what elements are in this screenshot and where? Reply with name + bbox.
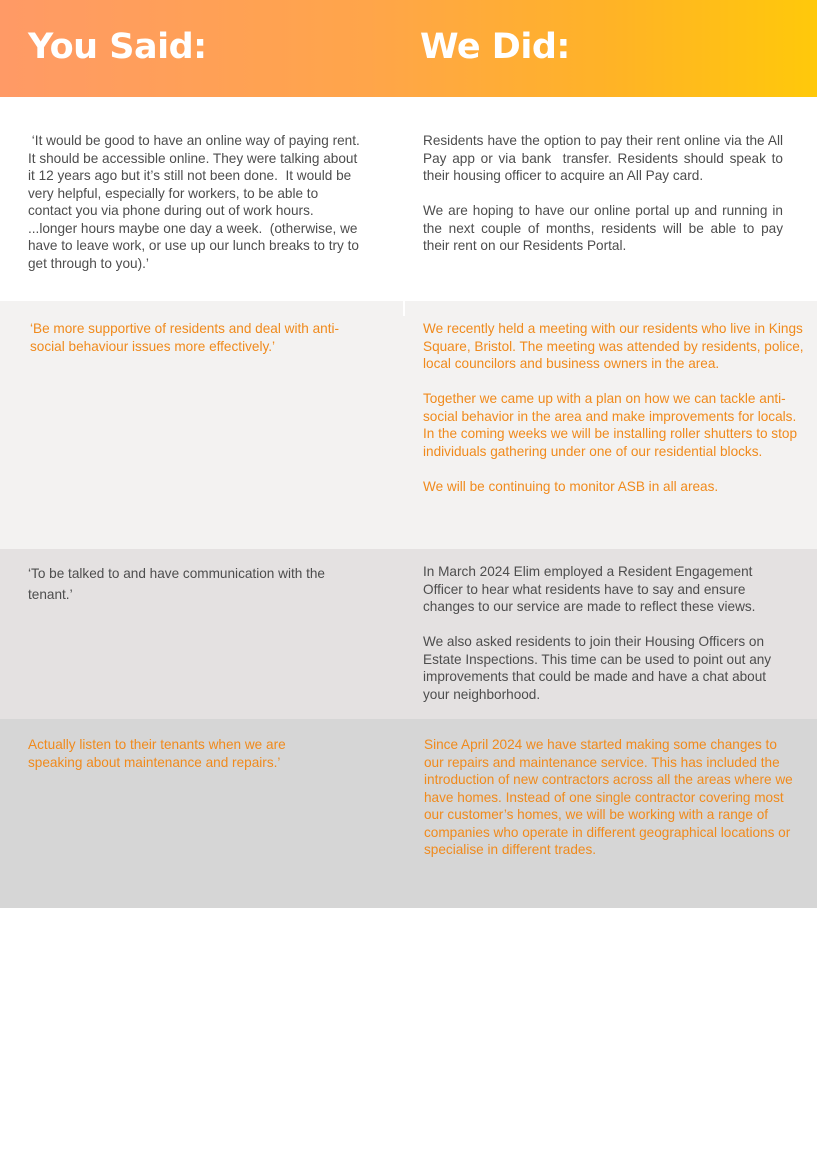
we-did-paragraph: Together we came up with a plan on how we can tackle anti-social behavior in the area and make improvements for locals. In the coming weeks we will be installing roller shutters to stop individuals gathering under one of our residential blocks. xyxy=(423,391,804,459)
we-did-text xyxy=(424,736,796,859)
we-did-text xyxy=(423,320,807,495)
column-divider xyxy=(403,301,405,316)
feedback-row-anti-social-behaviour xyxy=(0,301,817,549)
you-said-paragraph: ‘It would be good to have an online way of paying rent. It should be accessible online. They were talking about it 12 years ago but it’s still not been done. It would be very helpful, especially for workers, to be able to contact you via phone during out of work hours. ...longer hours maybe one day a week. (otherwise, we have to leave work, or use up our lunch breaks to try to get through to you).’ xyxy=(28,133,368,271)
we-did-paragraph: We also asked residents to join their Housing Officers on Estate Inspections. This time can be used to point out any improvements that could be made and have a chat about your neighborhood. xyxy=(423,634,775,702)
we-did-paragraph: In March 2024 Elim employed a Resident Engagement Officer to hear what residents have to say and ensure changes to our service are made to reflect these views. xyxy=(423,564,757,614)
we-did-paragraph: We recently held a meeting with our residents who live in Kings Square, Bristol. The meeting was attended by residents, police, local councilors and business owners in the area. xyxy=(423,321,808,371)
you-said-text xyxy=(28,563,368,605)
we-did-paragraph: Since April 2024 we have started making some changes to our repairs and maintenance service. This has included the introduction of new contractors across all the areas where we have homes. Instead of one single contractor covering most our customer’s homes, we will be working with a range of companies who operate in different geographical locations or specialise in different trades. xyxy=(424,737,797,857)
feedback-row-repairs xyxy=(0,719,817,908)
you-said-text xyxy=(28,736,328,771)
you-said-paragraph: ‘To be talked to and have communication with the tenant.’ xyxy=(28,566,329,602)
we-did-paragraph: Residents have the option to pay their rent online via the All Pay app or via bank transfer. Residents should speak to their housing officer to acquire an All Pay card. xyxy=(423,133,787,183)
you-said-text xyxy=(30,320,340,355)
header-banner xyxy=(0,0,817,97)
we-did-paragraph: We are hoping to have our online portal up and running in the next couple of months, residents will be able to pay their rent on our Residents Portal. xyxy=(423,203,787,253)
you-said-paragraph: ‘Be more supportive of residents and deal with anti-social behaviour issues more effectively.’ xyxy=(30,321,340,354)
we-did-text xyxy=(423,132,787,255)
we-did-text xyxy=(423,563,795,703)
we-did-heading: We Did: xyxy=(420,27,570,67)
feedback-row-online-payments xyxy=(0,97,817,301)
you-said-text xyxy=(28,132,368,272)
we-did-paragraph: We will be continuing to monitor ASB in all areas. xyxy=(423,478,719,494)
you-said-heading: You Said: xyxy=(28,27,207,67)
you-said-paragraph: Actually listen to their tenants when we are speaking about maintenance and repairs.’ xyxy=(28,737,290,770)
feedback-row-communication xyxy=(0,549,817,719)
